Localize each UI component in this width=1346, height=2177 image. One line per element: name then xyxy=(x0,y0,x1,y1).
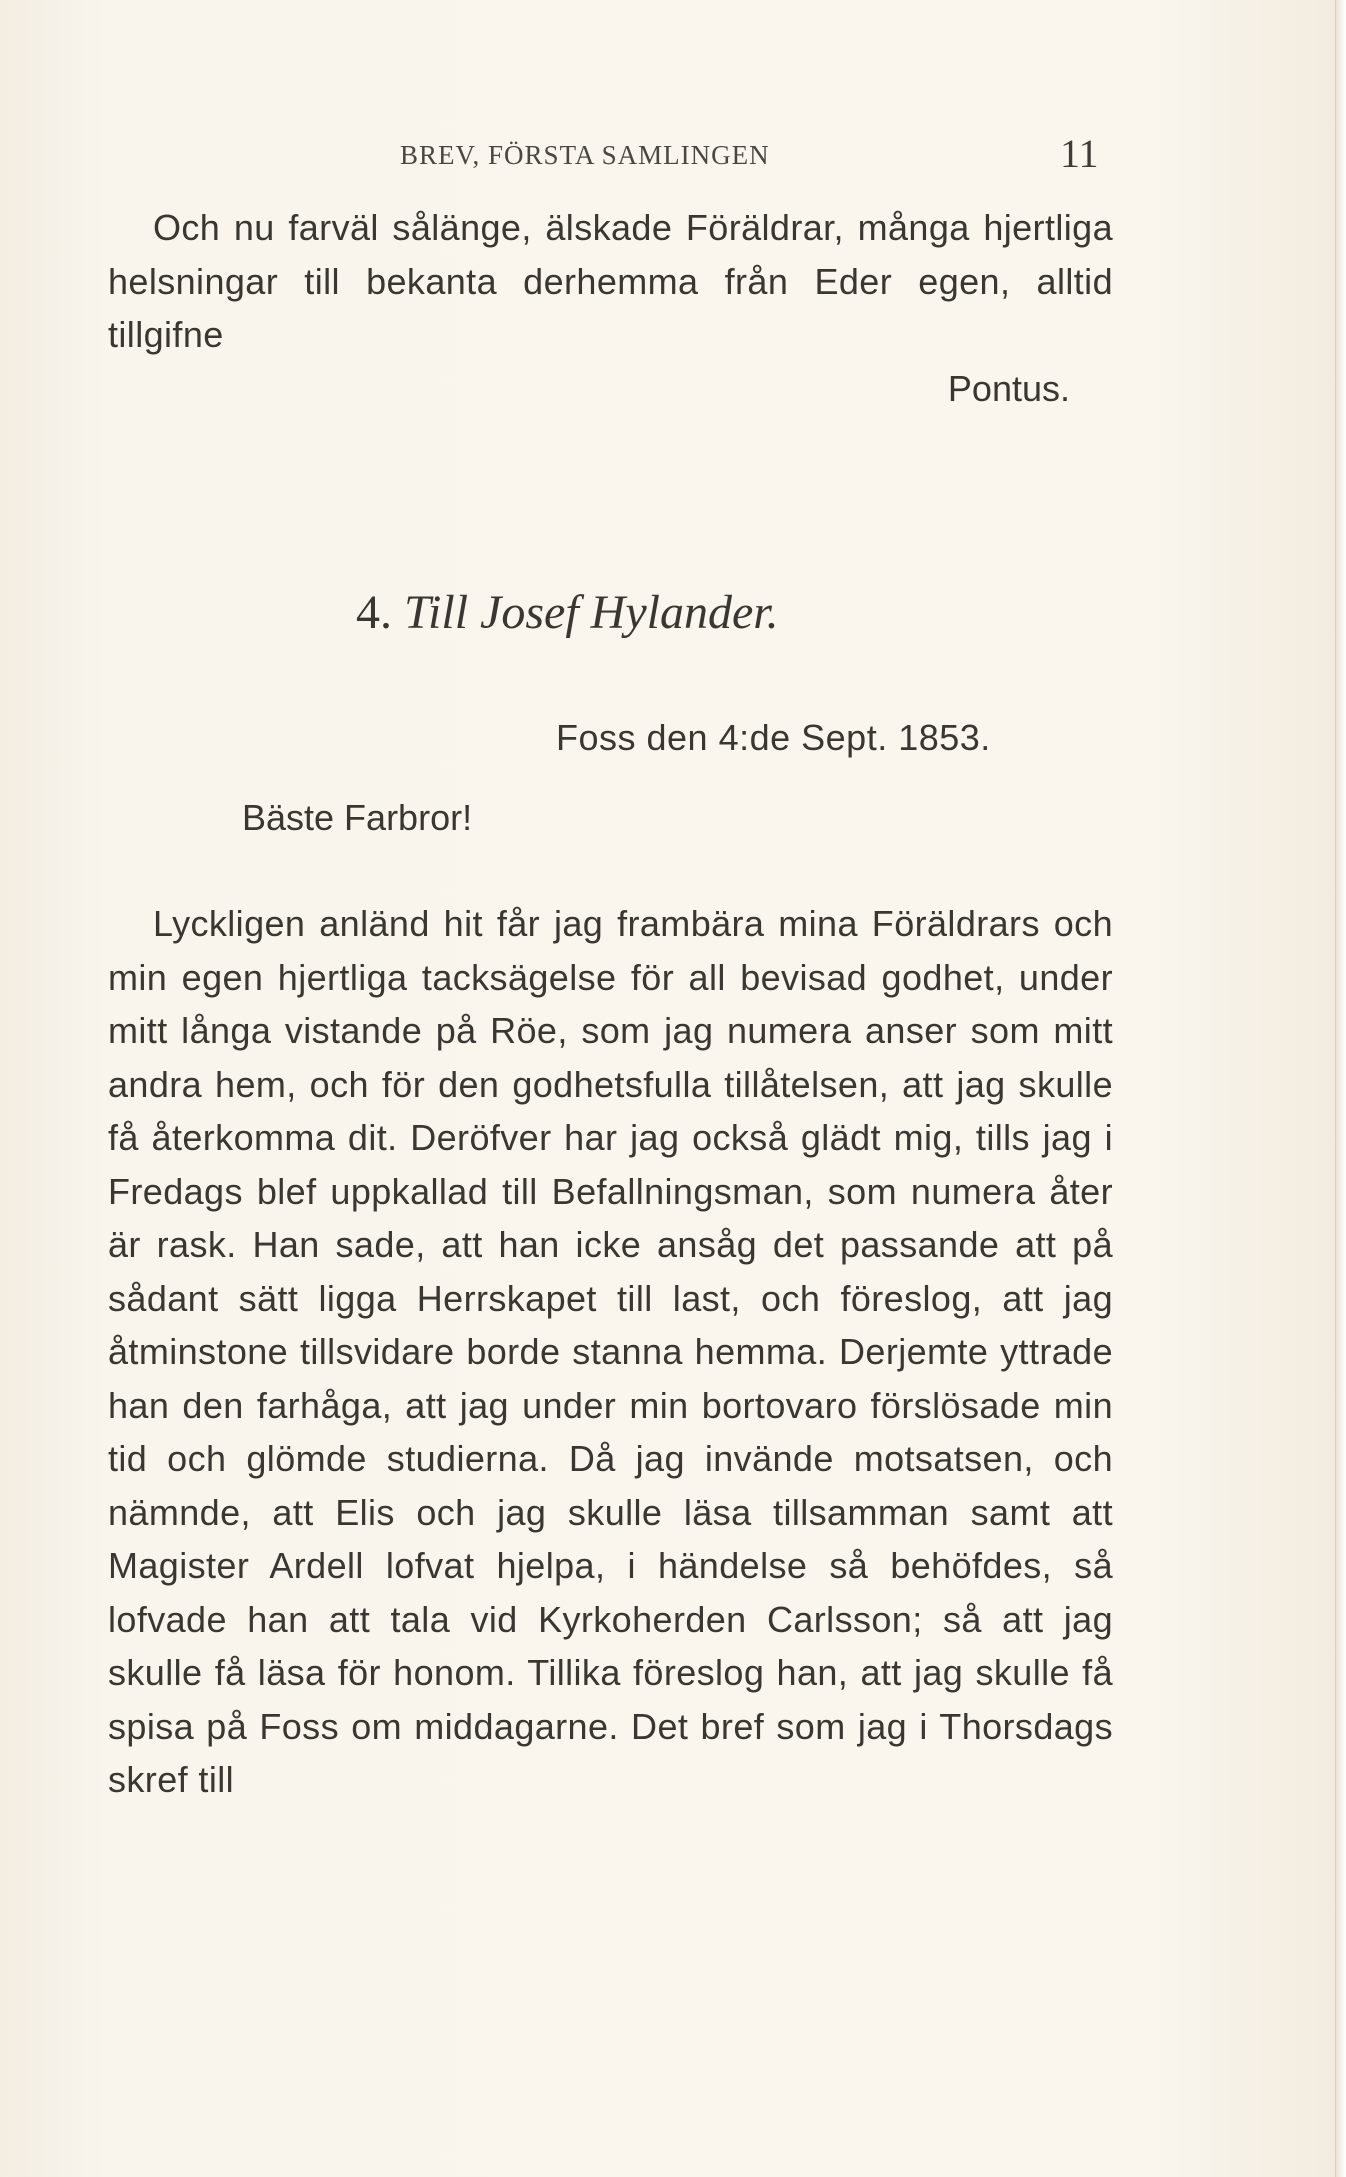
dateline: Foss den 4:de Sept. 1853. xyxy=(556,717,991,758)
letter-title: Till Josef Hylander. xyxy=(404,586,779,639)
page-edge xyxy=(1335,0,1346,2177)
letter-number: 4. xyxy=(356,586,392,639)
closing-paragraph: Och nu farväl sålänge, älskade Föräldrar, många hjertliga helsningar till bekanta derhemma från Eder egen, alltid tillgifne xyxy=(108,207,1113,355)
letter-body: Lyckligen anländ hit får jag frambära mina Föräldrars och min egen hjertliga tacksägelse för all bevisad godhet, under mitt långa vistande på Röe, som jag numera anser som mitt andra hem, och för den godhetsfulla tillåtelsen, att jag skulle få återkomma dit. Deröfver har jag också glädt mig, tills jag i Fredags blef uppkallad till Befallningsman, som numera åter är rask. Han sade, att han icke ansåg det passande att på sådant sätt ligga Herrskapet till last, och föreslog, att jag åtminstone tillsvidare borde stanna hemma. Derjemte yttrade han den farhåga, att jag under min bortovaro förslösade min tid och glömde studierna. Då jag invände motsatsen, och nämnde, att Elis och jag skulle läsa tillsamman samt att Magister Ardell lofvat hjelpa, i händelse så behöfdes, så lofvade han att tala vid Kyrkoherden Carlsson; så att jag skulle få läsa för honom. Tillika föreslog han, att jag skulle få spisa på Foss om middagarne. Det bref som jag i Thorsdags skref till xyxy=(108,903,1113,1800)
running-header: BREV, FÖRSTA SAMLINGEN xyxy=(400,140,770,170)
signature: Pontus. xyxy=(947,368,1070,409)
page-number: 11 xyxy=(1060,131,1099,176)
salutation: Bäste Farbror! xyxy=(242,797,473,838)
letter-heading xyxy=(356,585,779,640)
